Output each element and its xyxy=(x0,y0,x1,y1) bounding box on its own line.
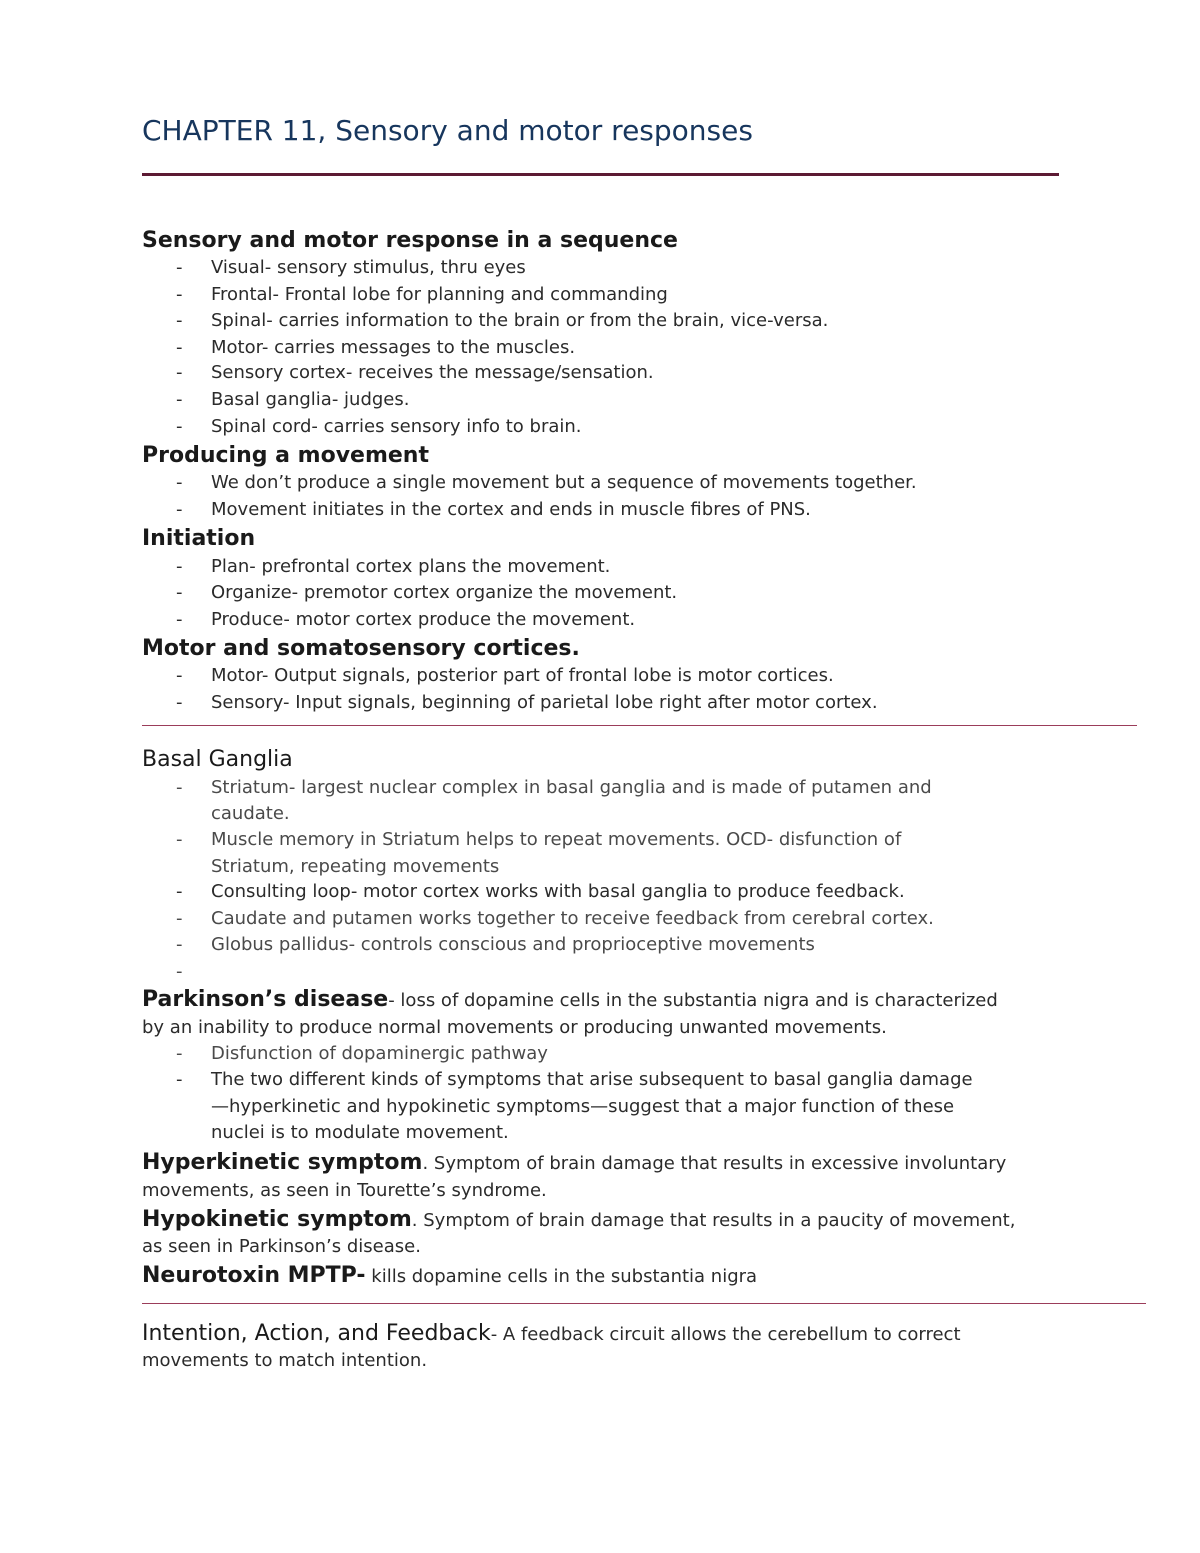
bullet-dash: - xyxy=(176,1043,183,1064)
list-item-text: Sensory- Input signals, beginning of parietal lobe right after motor cortex. xyxy=(211,692,878,713)
definition-intention xyxy=(142,1320,961,1348)
definition-continuation xyxy=(142,1233,421,1260)
bullet-dash: - xyxy=(176,908,183,929)
definition-text: kills dopamine cells in the substantia nigra xyxy=(365,1266,758,1287)
bullet-dash: - xyxy=(176,310,183,331)
section-divider xyxy=(142,1303,1146,1304)
bullet-dash: - xyxy=(176,1069,183,1090)
section-heading-initiation: Initiation xyxy=(142,526,256,551)
list-item-text: Disfunction of dopaminergic pathway xyxy=(211,1043,548,1064)
list-item-text: Produce- motor cortex produce the movement. xyxy=(211,609,636,630)
definition-text: by an inability to produce normal movements or producing unwanted movements. xyxy=(142,1017,887,1038)
bullet-dash: - xyxy=(176,609,183,630)
definition-mptp xyxy=(142,1262,757,1290)
list-item-text: We don’t produce a single movement but a sequence of movements together. xyxy=(211,472,917,493)
bullet-dash: - xyxy=(176,881,183,902)
list-item-text: Visual- sensory stimulus, thru eyes xyxy=(211,257,526,278)
section-heading-sequence: Sensory and motor response in a sequence xyxy=(142,228,678,253)
list-item-text: Frontal- Frontal lobe for planning and commanding xyxy=(211,284,668,305)
definition-term: Hypokinetic symptom xyxy=(142,1207,412,1232)
definition-text: - loss of dopamine cells in the substantia nigra and is characterized xyxy=(388,990,998,1011)
definition-term: Neurotoxin MPTP- xyxy=(142,1263,366,1288)
list-item-text: Striatum, repeating movements xyxy=(211,856,500,877)
bullet-dash: - xyxy=(176,777,183,798)
definition-text: . Symptom of brain damage that results in excessive involuntary xyxy=(422,1153,1007,1174)
list-item-text: Motor- carries messages to the muscles. xyxy=(211,337,576,358)
list-item-text: The two different kinds of symptoms that arise subsequent to basal ganglia damage xyxy=(211,1069,973,1090)
bullet-dash: - xyxy=(176,389,183,410)
list-item-text: Sensory cortex- receives the message/sensation. xyxy=(211,362,654,383)
bullet-dash: - xyxy=(176,582,183,603)
bullet-dash: - xyxy=(176,934,183,955)
list-item-text: nuclei is to modulate movement. xyxy=(211,1122,509,1143)
bullet-dash: - xyxy=(176,961,183,982)
list-item-text: —hyperkinetic and hypokinetic symptoms—suggest that a major function of these xyxy=(211,1096,955,1117)
list-item-text: Globus pallidus- controls conscious and proprioceptive movements xyxy=(211,934,815,955)
definition-hypokinetic xyxy=(142,1206,1015,1234)
list-item-text: Muscle memory in Striatum helps to repeat movements. OCD- disfunction of xyxy=(211,829,902,850)
bullet-dash: - xyxy=(176,556,183,577)
list-item-text: Spinal cord- carries sensory info to brain. xyxy=(211,416,582,437)
list-item-text: Spinal- carries information to the brain or from the brain, vice-versa. xyxy=(211,310,829,331)
bullet-dash: - xyxy=(176,692,183,713)
bullet-dash: - xyxy=(176,665,183,686)
definition-parkinsons xyxy=(142,986,998,1014)
section-heading-basal-ganglia: Basal Ganglia xyxy=(142,747,293,772)
definition-text: as seen in Parkinson’s disease. xyxy=(142,1236,421,1257)
definition-hyperkinetic xyxy=(142,1149,1006,1177)
definition-text: movements to match intention. xyxy=(142,1350,428,1371)
definition-term: Hyperkinetic symptom xyxy=(142,1150,423,1175)
bullet-dash: - xyxy=(176,472,183,493)
list-item-text: Organize- premotor cortex organize the movement. xyxy=(211,582,678,603)
list-item-text: Movement initiates in the cortex and ends in muscle fibres of PNS. xyxy=(211,499,811,520)
title-underline xyxy=(142,173,1059,176)
definition-term: Parkinson’s disease xyxy=(142,987,389,1012)
section-heading-cortices: Motor and somatosensory cortices. xyxy=(142,636,580,661)
definition-text: . Symptom of brain damage that results in a paucity of movement, xyxy=(411,1210,1016,1231)
list-item-text: caudate. xyxy=(211,803,290,824)
bullet-dash: - xyxy=(176,829,183,850)
list-item-text: Motor- Output signals, posterior part of frontal lobe is motor cortices. xyxy=(211,665,834,686)
list-item-text: Basal ganglia- judges. xyxy=(211,389,410,410)
list-item-text: Plan- prefrontal cortex plans the movement. xyxy=(211,556,611,577)
bullet-dash: - xyxy=(176,284,183,305)
section-divider xyxy=(142,725,1137,726)
bullet-dash: - xyxy=(176,257,183,278)
definition-text: - A feedback circuit allows the cerebellum to correct xyxy=(490,1324,961,1345)
list-item-text: Striatum- largest nuclear complex in basal ganglia and is made of putamen and xyxy=(211,777,932,798)
definition-text: movements, as seen in Tourette’s syndrome. xyxy=(142,1180,547,1201)
bullet-dash: - xyxy=(176,337,183,358)
section-heading-producing: Producing a movement xyxy=(142,443,429,468)
bullet-dash: - xyxy=(176,499,183,520)
list-item-text: Caudate and putamen works together to receive feedback from cerebral cortex. xyxy=(211,908,934,929)
list-item-text: Consulting loop- motor cortex works with basal ganglia to produce feedback. xyxy=(211,881,905,902)
bullet-dash: - xyxy=(176,416,183,437)
definition-continuation xyxy=(142,1347,427,1374)
definition-continuation xyxy=(142,1177,547,1204)
definition-continuation xyxy=(142,1014,887,1041)
definition-term: Intention, Action, and Feedback xyxy=(142,1321,491,1346)
bullet-dash: - xyxy=(176,362,183,383)
page-title: CHAPTER 11, Sensory and motor responses xyxy=(142,114,753,147)
